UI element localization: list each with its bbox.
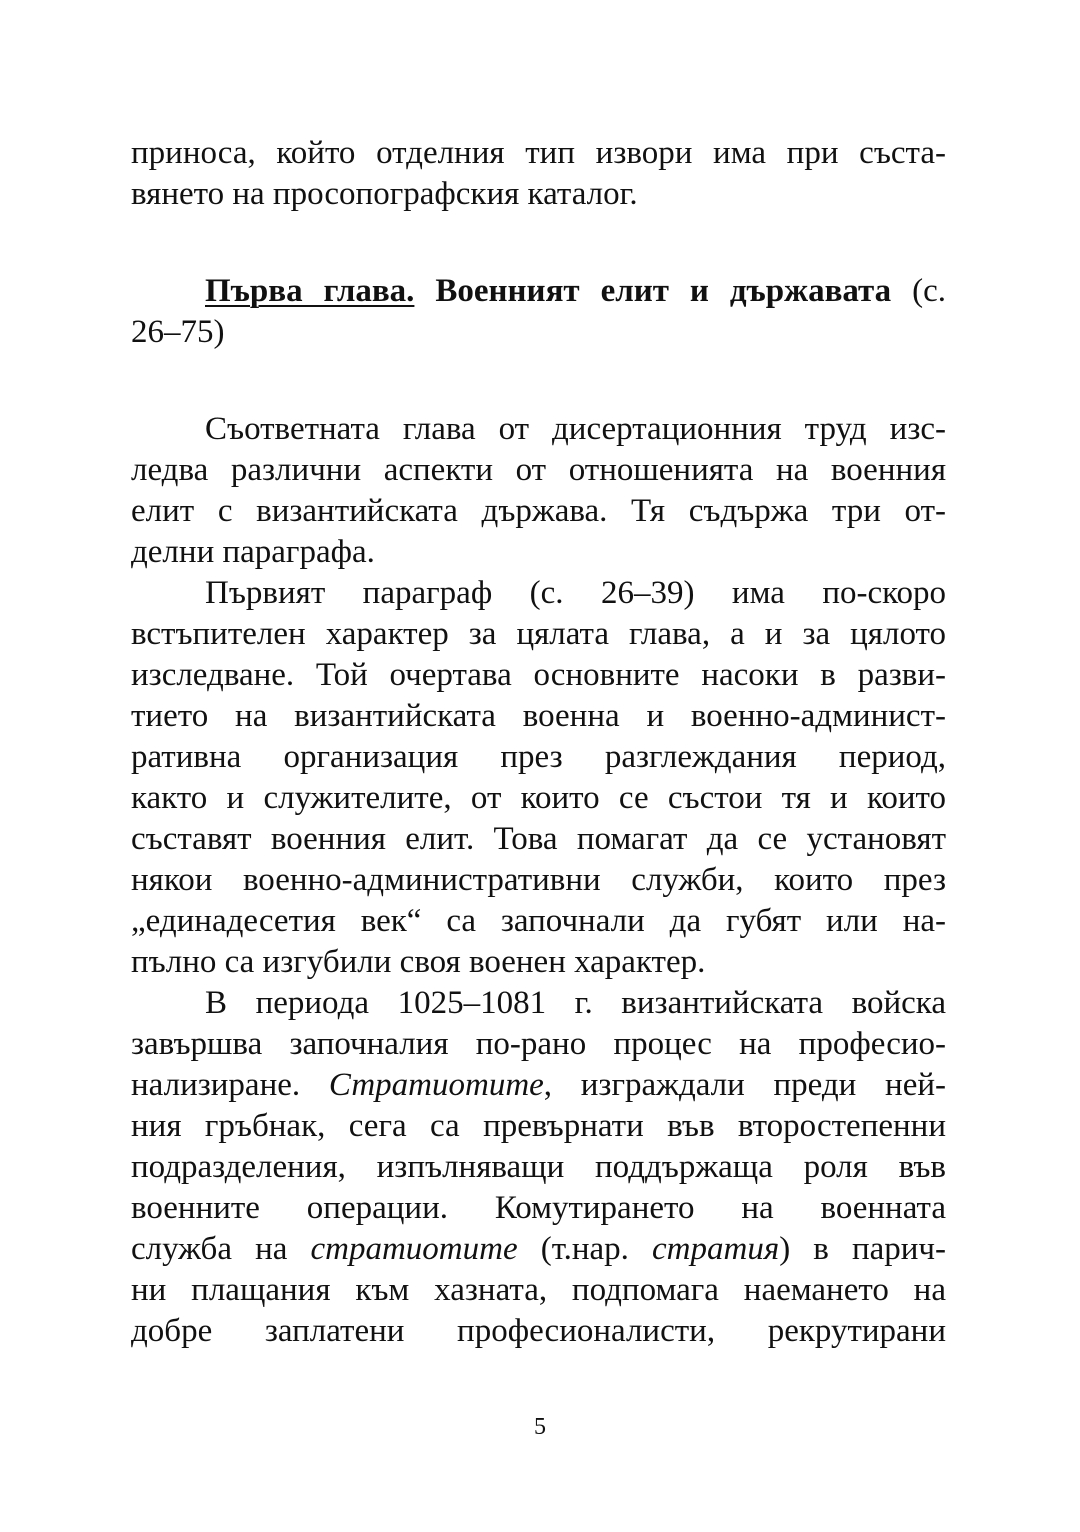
paragraph-2 xyxy=(131,573,946,983)
text-line: завършва започналия по-рано процес на професио- xyxy=(131,1026,946,1062)
paragraph-1 xyxy=(131,409,946,573)
italic-term: стратиотите xyxy=(310,1231,518,1267)
chapter-pages-open: (с. xyxy=(891,273,946,309)
chapter-heading xyxy=(131,271,946,353)
text-line: Съответната глава от дисертационния труд изс- xyxy=(205,411,946,447)
text-line: военните операции. Комутирането на военната xyxy=(131,1190,946,1226)
intro-paragraph xyxy=(131,133,946,215)
text-line: приноса, който отделния тип извори има при съста- xyxy=(131,135,946,171)
paragraph-3 xyxy=(131,983,946,1352)
text-line: тието на византийската военна и военно-админист- xyxy=(131,698,946,734)
text-line xyxy=(131,1065,946,1106)
text-line xyxy=(131,1229,946,1270)
text-line: както и служителите, от които се състои тя и които xyxy=(131,780,946,816)
text-line: ни плащания към хазната, подпомага наемането на xyxy=(131,1272,946,1308)
document-page xyxy=(131,133,946,1352)
text-span: , изграждали преди ней- xyxy=(543,1067,947,1103)
chapter-title: Военният елит и държавата xyxy=(414,273,892,309)
text-line: встъпителен характер за цялата глава, а и за цялото xyxy=(131,616,946,652)
text-span: служба на xyxy=(131,1231,311,1267)
text-line: делни параграфа. xyxy=(131,534,375,570)
heading-line xyxy=(131,271,946,312)
text-line: „единадесетия век“ са започнали да губят или на- xyxy=(131,903,946,939)
text-span: нализиране. xyxy=(131,1067,329,1103)
spacer xyxy=(131,353,946,409)
text-line: изследване. Той очертава основните насоки в разви- xyxy=(131,657,946,693)
spacer xyxy=(131,215,946,271)
chapter-label: Първа глава. xyxy=(205,273,415,309)
italic-term: стратия xyxy=(652,1231,780,1267)
text-line: съставят военния елит. Това помагат да се установят xyxy=(131,821,946,857)
text-line: В периода 1025–1081 г. византийската войска xyxy=(205,985,946,1021)
text-line: елит с византийската държава. Тя съдържа три от- xyxy=(131,493,946,529)
text-span: ) в парич- xyxy=(779,1231,946,1267)
text-line: ния гръбнак, сега са превърнати във второстепенни xyxy=(131,1108,946,1144)
chapter-pages-range: 26–75) xyxy=(131,314,225,350)
text-line: ледва различни аспекти от отношенията на военния xyxy=(131,452,946,488)
page-number: 5 xyxy=(534,1414,546,1440)
text-line: Първият параграф (с. 26–39) има по-скоро xyxy=(205,575,946,611)
text-line: пълно са изгубили своя военен характер. xyxy=(131,944,706,980)
text-line: добре заплатени професионалисти, рекрутирани xyxy=(131,1313,946,1349)
text-line: вянето на просопографския каталог. xyxy=(131,176,638,212)
text-line: подразделения, изпълняващи поддържаща роля във xyxy=(131,1149,946,1185)
text-line: ративна организация през разглеждания период, xyxy=(131,739,946,775)
text-line: някои военно-административни служби, които през xyxy=(131,862,946,898)
italic-term: Стратиотите xyxy=(328,1067,544,1103)
text-span: (т.нар. xyxy=(517,1231,653,1267)
